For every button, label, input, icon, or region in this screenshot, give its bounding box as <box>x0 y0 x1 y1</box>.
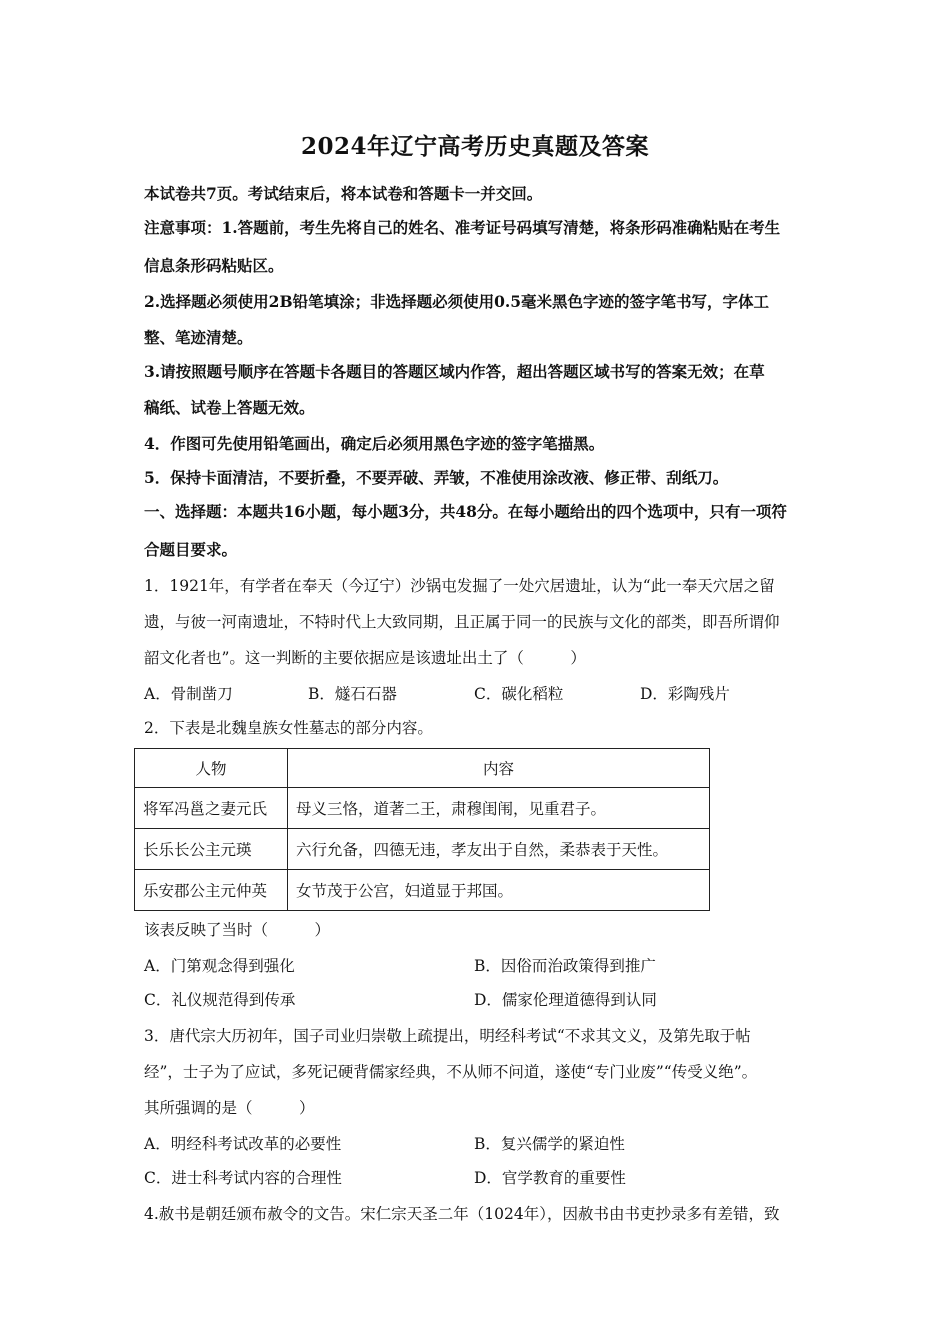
q2-option-d: D．儒家伦理道德得到认同 <box>474 991 657 1009</box>
q1-stem: 韶文化者也”。这一判断的主要依据应是该遗址出土了（ ） <box>144 649 586 667</box>
table-header-content: 内容 <box>288 749 710 788</box>
q4-stem: 4.赦书是朝廷颁布赦令的文告。宋仁宗天圣二年（1024年），因赦书由书吏抄录多有差错，致 <box>144 1205 780 1223</box>
notes-line: 5．保持卡面清洁，不要折叠，不要弄破、弄皱，不准使用涂改液、修正带、刮纸刀。 <box>144 468 729 487</box>
section-heading: 一、选择题：本题共16小题，每小题3分，共48分。在每小题给出的四个选项中，只有一项符 <box>144 502 787 521</box>
table-row <box>135 788 710 829</box>
q3-stem: 3．唐代宗大历初年，国子司业归崇敬上疏提出，明经科考试“不求其文义，及第先取于帖 <box>144 1027 751 1045</box>
q1-stem: 1．1921年，有学者在奉天（今辽宁）沙锅屯发掘了一处穴居遗址，认为“此一奉天穴居之留 <box>144 577 775 595</box>
table-cell-person: 长乐长公主元瑛 <box>135 829 288 870</box>
q2-option-b: B．因俗而治政策得到推广 <box>474 957 656 975</box>
q2-option-c: C．礼仪规范得到传承 <box>144 991 296 1009</box>
q1-option-b: B．燧石石器 <box>308 685 397 703</box>
table-header-row <box>135 749 710 788</box>
q1-stem: 遗，与彼一河南遗址，不特时代上大致同期，且正属于同一的民族与文化的部类，即吾所谓仰 <box>144 613 780 631</box>
q3-option-b: B．复兴儒学的紧迫性 <box>474 1135 625 1153</box>
q1-option-a: A．骨制凿刀 <box>144 685 233 703</box>
section-heading: 合题目要求。 <box>144 540 238 559</box>
notes-line: 2.选择题必须使用2B铅笔填涂；非选择题必须使用0.5毫米黑色字迹的签字笔书写，字体工 <box>144 292 770 311</box>
notes-line: 稿纸、试卷上答题无效。 <box>144 398 315 417</box>
q2-option-a: A．门第观念得到强化 <box>144 957 295 975</box>
notes-line: 4．作图可先使用铅笔画出，确定后必须用黑色字迹的签字笔描黑。 <box>144 434 605 453</box>
notes-line: 信息条形码粘贴区。 <box>144 256 284 275</box>
q1-option-d: D．彩陶残片 <box>640 685 730 703</box>
q3-option-d: D．官学教育的重要性 <box>474 1169 626 1187</box>
q2-stem: 2．下表是北魏皇族女性墓志的部分内容。 <box>144 719 433 737</box>
table-cell-person: 乐安郡公主元仲英 <box>135 870 288 911</box>
q3-option-c: C．进士科考试内容的合理性 <box>144 1169 342 1187</box>
q1-option-c: C．碳化稻粒 <box>474 685 564 703</box>
notes-line: 本试卷共7页。考试结束后，将本试卷和答题卡一并交回。 <box>144 184 543 203</box>
q3-option-a: A．明经科考试改革的必要性 <box>144 1135 342 1153</box>
table-row <box>135 829 710 870</box>
table-cell-person: 将军冯邕之妻元氏 <box>135 788 288 829</box>
notes-line: 3.请按照题号顺序在答题卡各题目的答题区域内作答，超出答题区域书写的答案无效；在草 <box>144 362 765 381</box>
table-cell-content: 女节茂于公宫，妇道显于邦国。 <box>288 870 710 911</box>
table-header-person: 人物 <box>135 749 288 788</box>
table-row <box>135 870 710 911</box>
notes-line: 注意事项：1.答题前，考生先将自己的姓名、准考证号码填写清楚，将条形码准确粘贴在考生 <box>144 218 781 237</box>
table-cell-content: 母义三恪，道著二王，肃穆闺闱，见重君子。 <box>288 788 710 829</box>
q3-stem: 经”，士子为了应试，多死记硬背儒家经典，不从师不问道，遂使“专门业废”“传受义绝”。 <box>144 1063 758 1081</box>
page-title: 2024年辽宁高考历史真题及答案 <box>300 133 649 160</box>
q3-stem: 其所强调的是（ ） <box>144 1099 315 1117</box>
q2-question: 该表反映了当时（ ） <box>144 921 331 939</box>
table-cell-content: 六行允备，四德无违，孝友出于自然，柔恭表于天性。 <box>288 829 710 870</box>
notes-line: 整、笔迹清楚。 <box>144 328 253 347</box>
q2-table <box>134 748 710 911</box>
